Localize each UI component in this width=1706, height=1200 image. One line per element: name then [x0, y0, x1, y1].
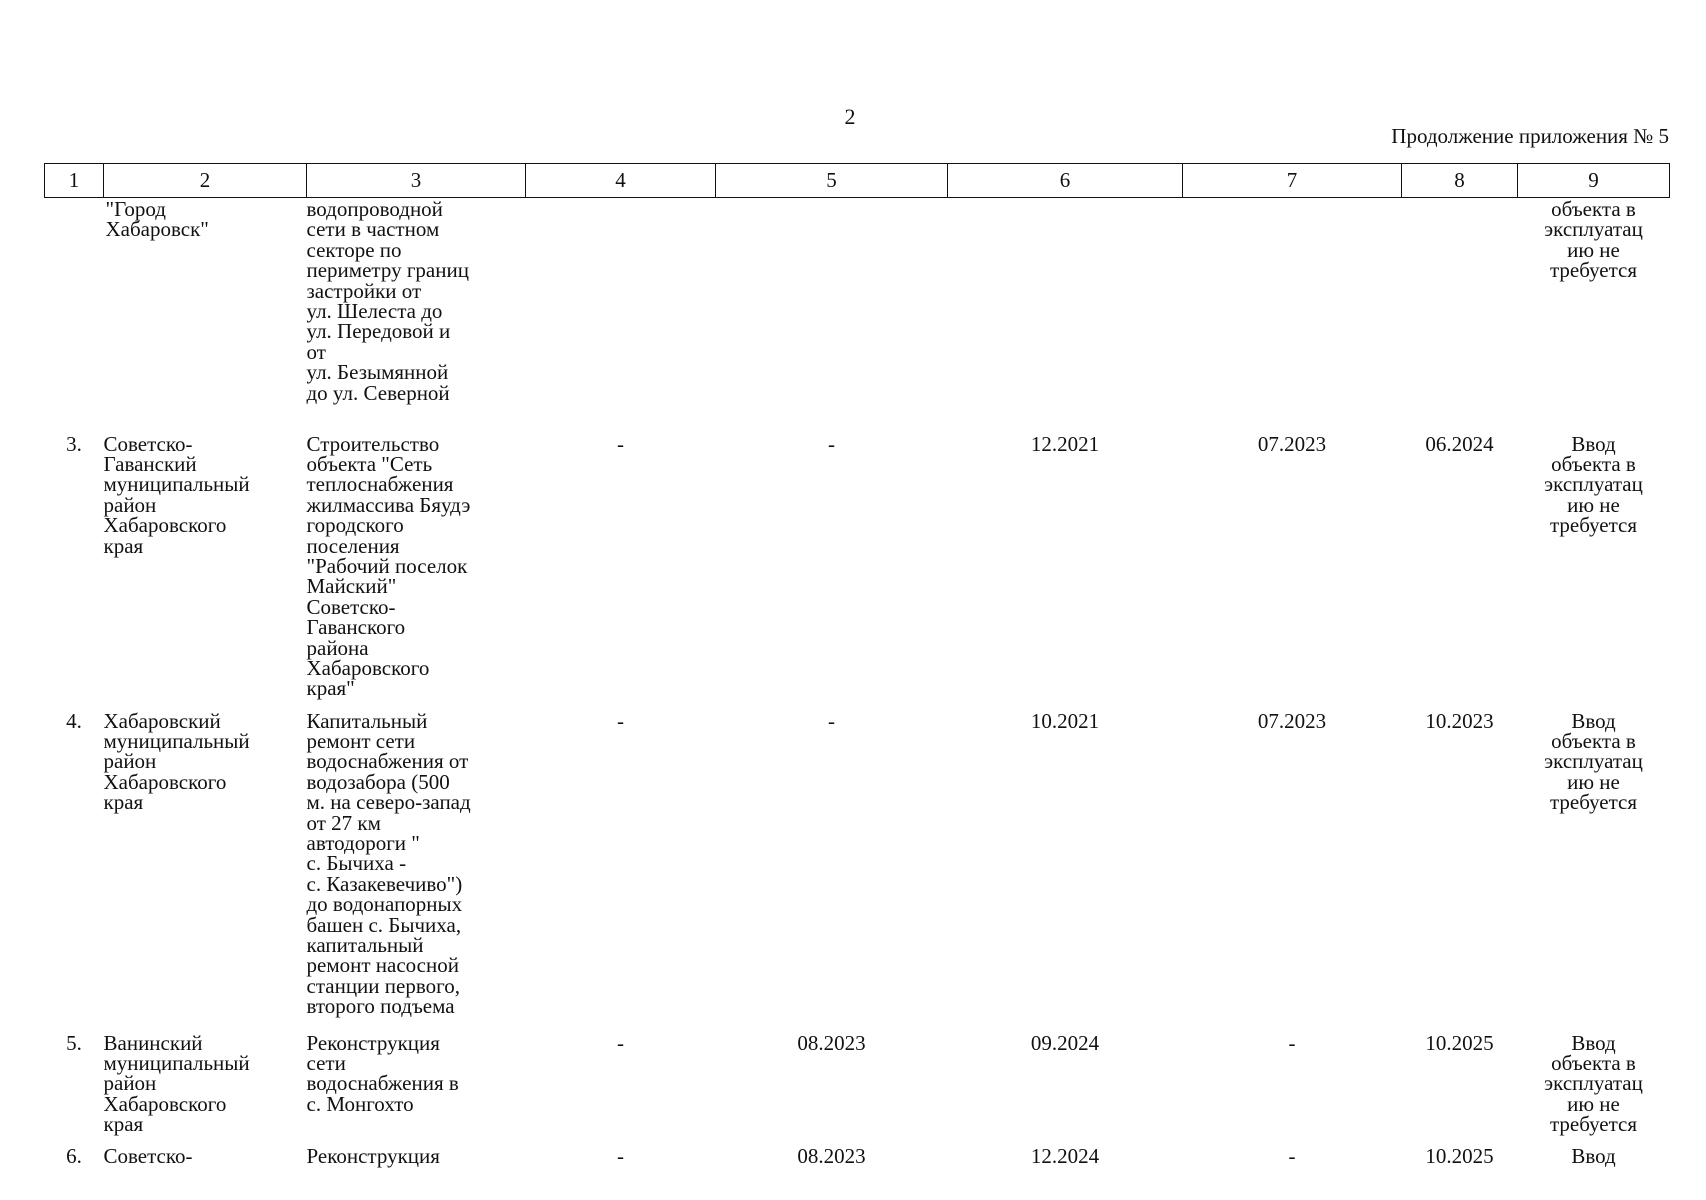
municipality-cell	[104, 1021, 307, 1136]
cell-col8	[1402, 198, 1518, 424]
object-cell	[307, 424, 526, 701]
cell-col7: -	[1288, 1143, 1296, 1168]
status-text: Ввод	[1571, 1143, 1616, 1168]
row-number: 5.	[66, 1030, 82, 1055]
municipality-cell	[104, 424, 307, 701]
cell-col6: 10.2021	[1030, 708, 1100, 733]
cell-col7: 07.2023	[1257, 431, 1327, 456]
row-number: 6.	[66, 1143, 82, 1168]
cell-col5: -	[828, 431, 835, 456]
cell-col5: 08.2023	[797, 1030, 866, 1055]
table-row	[45, 198, 1670, 424]
object-cell	[307, 1136, 526, 1176]
cell-col5: -	[828, 708, 835, 733]
cell-col6: 12.2021	[1030, 431, 1100, 456]
cell-col4: -	[617, 708, 624, 733]
cell-col5	[716, 198, 948, 424]
table-row	[45, 1021, 1670, 1136]
status-text: Ввод объекта в эксплуатац ию не требуется	[1544, 431, 1643, 538]
status-text: Ввод объекта в эксплуатац ию не требуется	[1544, 1030, 1643, 1137]
municipality-cell	[104, 1136, 307, 1176]
column-header-6: 6	[948, 164, 1183, 198]
column-header-2: 2	[104, 164, 307, 198]
status-cell	[1518, 198, 1670, 424]
column-header-7: 7	[1183, 164, 1402, 198]
table-row	[45, 424, 1670, 701]
cell-col4: -	[617, 431, 624, 456]
cell-col6: 12.2024	[1030, 1143, 1100, 1168]
status-text: Ввод объекта в эксплуатац ию не требуется	[1544, 708, 1643, 815]
cell-col4: -	[617, 1143, 624, 1168]
cell-col6	[948, 198, 1183, 424]
row-number: 3.	[66, 431, 82, 456]
object-text: водопроводной сети в частном секторе по периметру границ застройки от ул. Шелеста до ул. Передовой и от ул. Безымянной до ул. Северной	[306, 197, 469, 405]
row-number: 4.	[66, 708, 82, 733]
cell-col6: 09.2024	[1030, 1030, 1100, 1055]
appendix-table	[44, 163, 1670, 1176]
object-cell	[307, 198, 526, 424]
table-row	[45, 701, 1670, 1021]
municipality-text: "Город Хабаровск"	[105, 197, 209, 242]
table-row	[45, 1136, 1670, 1176]
municipality-text: Советско- Гаванский муниципальный район Хабаровского края	[103, 431, 250, 558]
appendix-continuation-note: Продолжение приложения № 5	[1391, 124, 1669, 148]
column-header-9: 9	[1518, 164, 1670, 198]
status-cell	[1518, 701, 1670, 1021]
municipality-cell	[104, 198, 307, 424]
row-number	[45, 198, 104, 424]
cell-col7	[1183, 198, 1402, 424]
page-number: 2	[844, 104, 856, 129]
object-text: Строительство объекта "Сеть теплоснабжения жилмассива Бяудэ городского поселения "Рабочий поселок Майский" Советско- Гаванского района Хабаровского края"	[306, 431, 471, 701]
cell-col5: 08.2023	[797, 1143, 866, 1168]
status-text: объекта в эксплуатац ию не требуется	[1544, 197, 1643, 283]
object-text: Реконструкция	[306, 1143, 440, 1168]
status-cell	[1518, 1021, 1670, 1136]
status-cell	[1518, 1136, 1670, 1176]
object-cell	[307, 701, 526, 1021]
cell-col8: 10.2025	[1425, 1143, 1494, 1168]
municipality-text: Советско-	[103, 1143, 193, 1168]
municipality-cell	[104, 701, 307, 1021]
column-number-header-row	[45, 164, 1670, 198]
column-header-4: 4	[526, 164, 716, 198]
cell-col8: 10.2025	[1425, 1030, 1494, 1055]
municipality-text: Ванинский муниципальный район Хабаровского края	[103, 1030, 250, 1137]
object-text: Капитальный ремонт сети водоснабжения от водозабора (500 м. на северо-запад от 27 км автодороги " с. Бычиха - с. Казакевечиво") до водонапорных башен с. Бычиха, капитальный ремонт насосной станции первого, второго подъема	[306, 708, 471, 1019]
cell-col4	[526, 198, 716, 424]
column-header-5: 5	[716, 164, 948, 198]
status-cell	[1518, 424, 1670, 701]
column-header-8: 8	[1402, 164, 1518, 198]
object-text: Реконструкция сети водоснабжения в с. Монгохто	[306, 1030, 459, 1116]
cell-col7: 07.2023	[1257, 708, 1327, 733]
cell-col8: 10.2023	[1425, 708, 1494, 733]
column-header-3: 3	[307, 164, 526, 198]
cell-col8: 06.2024	[1425, 431, 1494, 456]
cell-col7: -	[1288, 1030, 1296, 1055]
cell-col4: -	[617, 1030, 624, 1055]
municipality-text: Хабаровский муниципальный район Хабаровского края	[103, 708, 250, 815]
column-header-1: 1	[45, 164, 104, 198]
object-cell	[307, 1021, 526, 1136]
